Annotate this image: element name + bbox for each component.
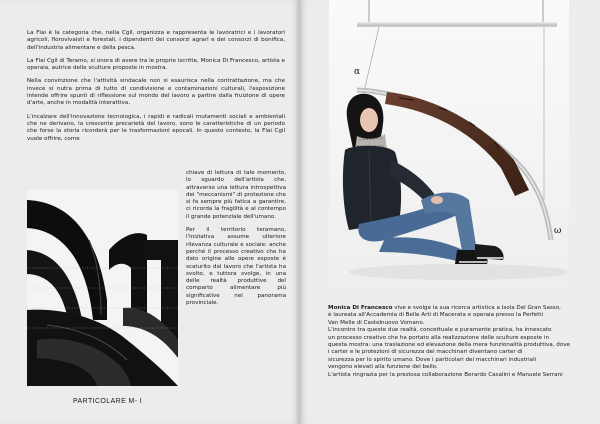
artist-bio: [328, 305, 570, 379]
paragraph-territorio: Per il territorio teramano, l'iniziativa assume ulteriore rilevanza culturale e sociale: anche perché il processo creativo che ha dato origine alle opere esposte è scaturito dal lavoro che l'artista ha svolto, e tuttora svolge, in una delle realtà produttive del comparto alimentare più significative nel panorama provinciale.: [186, 227, 286, 307]
bio-line: un processo creativo che ha portato alla realizzazione delle sculture esposte in: [328, 334, 549, 341]
paragraph-convinzione: Nella convinzione che l'attività sindacale non si esaurisca nella contrattazione, ma che invece si nutra prima di tutto di condivisione e contaminazioni culturali, l'esposizione intende offrire spunti di riflessione sul mondo del lavoro a partire dalla fruizione di opere d'arte, anche in modalità interattiva.: [27, 78, 285, 107]
artist-name: Monica Di Francesco: [328, 305, 393, 311]
artist-photo-drawing: [329, 0, 569, 290]
bio-line: L'incontro tra queste due realtà, concettuale e puramente pratica, ha innescato: [328, 327, 552, 334]
paragraph-chiave: chiave di lettura di tale momento, lo sguardo dell'artista che, attraverso una lettura introspettiva dei "meccanismi" di protezione che si fa sempre più fatica a garantire, ci ricorda la fragilità e al contempo il grande potenziale dell'umano.: [186, 170, 286, 220]
column-text: [186, 170, 286, 313]
sculpture-detail-image: [27, 190, 178, 386]
bio-line: questa mostra: una traslazione ed elevazione della mera funzionalità produttiva, dove i carter e le protezioni di sicurezza dei macchinari diventano carter di: [328, 342, 570, 356]
sculpture-detail-drawing: [27, 190, 178, 386]
intro-text: [27, 30, 285, 149]
bio-line: L'artista ringrazia per la preziosa collaborazione Berardo Casalini e Manuele Serrani: [328, 371, 563, 378]
left-page: [0, 0, 299, 424]
bio-line: Van Melle di Castelnuovo Vomano.: [328, 319, 425, 326]
bio-line: vengono elevati alla funzione del bello.: [328, 364, 438, 371]
bio-line: è laureata all'Accademia di Belle Arti di Macerata e operaia presso la Perfetti: [328, 312, 544, 319]
artist-photo: [329, 0, 569, 290]
paragraph-teramo: La Flai Cgil di Teramo, si onora di avere tra le proprie iscritte, Monica Di Francesco, artista e operaia, autrice delle sculture proposte in mostra.: [27, 57, 285, 72]
image-caption: PARTICOLARE M- I: [73, 398, 143, 405]
bio-line: sicurezza per lo spirito umano. Dove i particolari dei macchinari industriali: [328, 356, 537, 363]
paragraph-innovazione: L'incalzare dell'innovazione tecnologica, i rapidi e radicali mutamenti sociali e ambientali che ne derivano, la crescente precarietà del lavoro, sono le caratteristiche di un periodo che forse la storia ricorderà per le trasformazioni epocali. In questo contesto, la Flai Cgil vuole offrire, come: [27, 113, 285, 142]
bio-line-text: vive e svolge la sua ricerca artistica a Isola Del Gran Sasso,: [392, 305, 561, 311]
paragraph-flai: La Flai è la categoria che, nella Cgil, organizza e rappresenta le lavoratrici e i lavoratori agricoli, florovivaisti e forestali, i dipendenti dei consorzi agrari e dei consorzi di bonifica, dell'industria alimentare e della pesca.: [27, 30, 285, 51]
omega-symbol: ω: [554, 226, 562, 236]
alpha-symbol: α: [354, 67, 361, 77]
